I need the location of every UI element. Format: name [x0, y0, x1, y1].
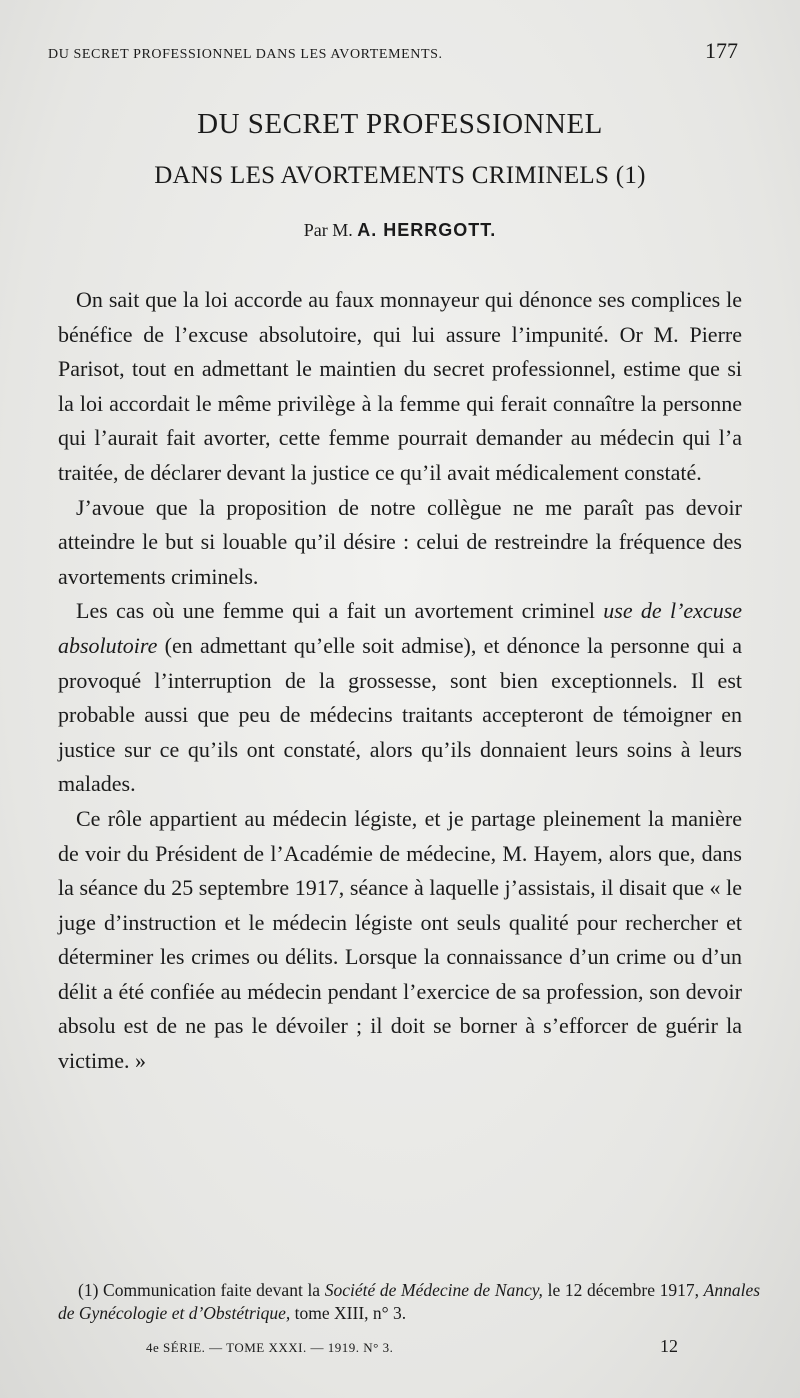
page-number: 177 — [705, 38, 738, 63]
byline — [0, 220, 800, 241]
paragraph-3 — [58, 594, 742, 802]
footnote-text-2: le 12 décembre 1917, — [547, 1280, 699, 1300]
footnote — [58, 1279, 760, 1325]
footnote-italic-2: Annales de Gynécologie et d’Obstétrique, — [58, 1280, 761, 1323]
paragraph-4: Ce rôle appartient au médecin légiste, et je partage pleinement la manière de voir du Président de l’Académie de médecine, M. Hayem, alors que, dans la séance du 25 septembre 1917, séance à laquelle j’assistais, il disait que « le juge d’instruction et le médecin légiste ont seuls qualité pour rechercher et déterminer les crimes ou délits. Lorsque la connaissance d’un crime ou d’un délit a été confiée au médecin pendant l’exercice de sa profession, son devoir absolu est de ne pas le dévoiler ; il doit se borner à s’efforcer de guérir la victime. » — [58, 805, 742, 1074]
series-info: 4e SÉRIE. — TOME XXXI. — 1919. N° 3. — [146, 1340, 394, 1355]
article-subtitle: DANS LES AVORTEMENTS CRIMINELS (1) — [154, 162, 646, 189]
footnote-marker: (1) — [78, 1280, 99, 1300]
paragraph-3-italic: use de l’excuse absolutoire — [58, 598, 743, 658]
paragraph-1: On sait que la loi accorde au faux monnayeur qui dénonce ses complices le bénéfice de l’excuse absolutoire, qui lui assure l’impunité. Or M. Pierre Parisot, tout en admettant le maintien du secret professionnel, estime que si la loi accordait le même privilège à la femme qui ferait connaître la personne qui l’aurait fait avorter, cette femme pourrait demander au médecin qui l’a traitée, de déclarer devant la justice ce qu’il avait médicalement constaté. — [58, 287, 742, 485]
paragraph-3-end: (en admettant qu’elle soit admise), et dénonce la personne qui a provoqué l’interruption de la grossesse, sont bien exceptionnels. Il est probable aussi que peu de médecins traitants accepteront de témoigner en justice sur ce qu’ils ont constaté, alors qu’ils donnaient leurs soins à leurs malades. — [58, 632, 742, 797]
footnote-text-1: Communication faite devant la — [103, 1280, 321, 1300]
paragraph-3-start: Les cas où une femme qui a fait un avortement criminel — [76, 598, 595, 624]
article-title: DU SECRET PROFESSIONNEL — [197, 108, 603, 140]
byline-prefix: Par M. — [303, 220, 353, 240]
signature-mark: 12 — [660, 1336, 678, 1356]
footnote-italic-1: Société de Médecine de Nancy, — [324, 1280, 543, 1300]
author-name: A. HERRGOTT. — [357, 220, 497, 240]
running-head — [48, 38, 738, 64]
paragraph-2: J’avoue que la proposition de notre collègue ne me paraît pas devoir atteindre le but si louable qu’il désire : celui de restreindre la fréquence des avortements criminels. — [58, 494, 742, 589]
page-footer — [146, 1336, 678, 1357]
footnote-text-3: tome XIII, n° 3. — [294, 1303, 407, 1323]
running-head-title: DU SECRET PROFESSIONNEL DANS LES AVORTEMENTS. — [48, 47, 443, 62]
article-body — [58, 283, 742, 1079]
